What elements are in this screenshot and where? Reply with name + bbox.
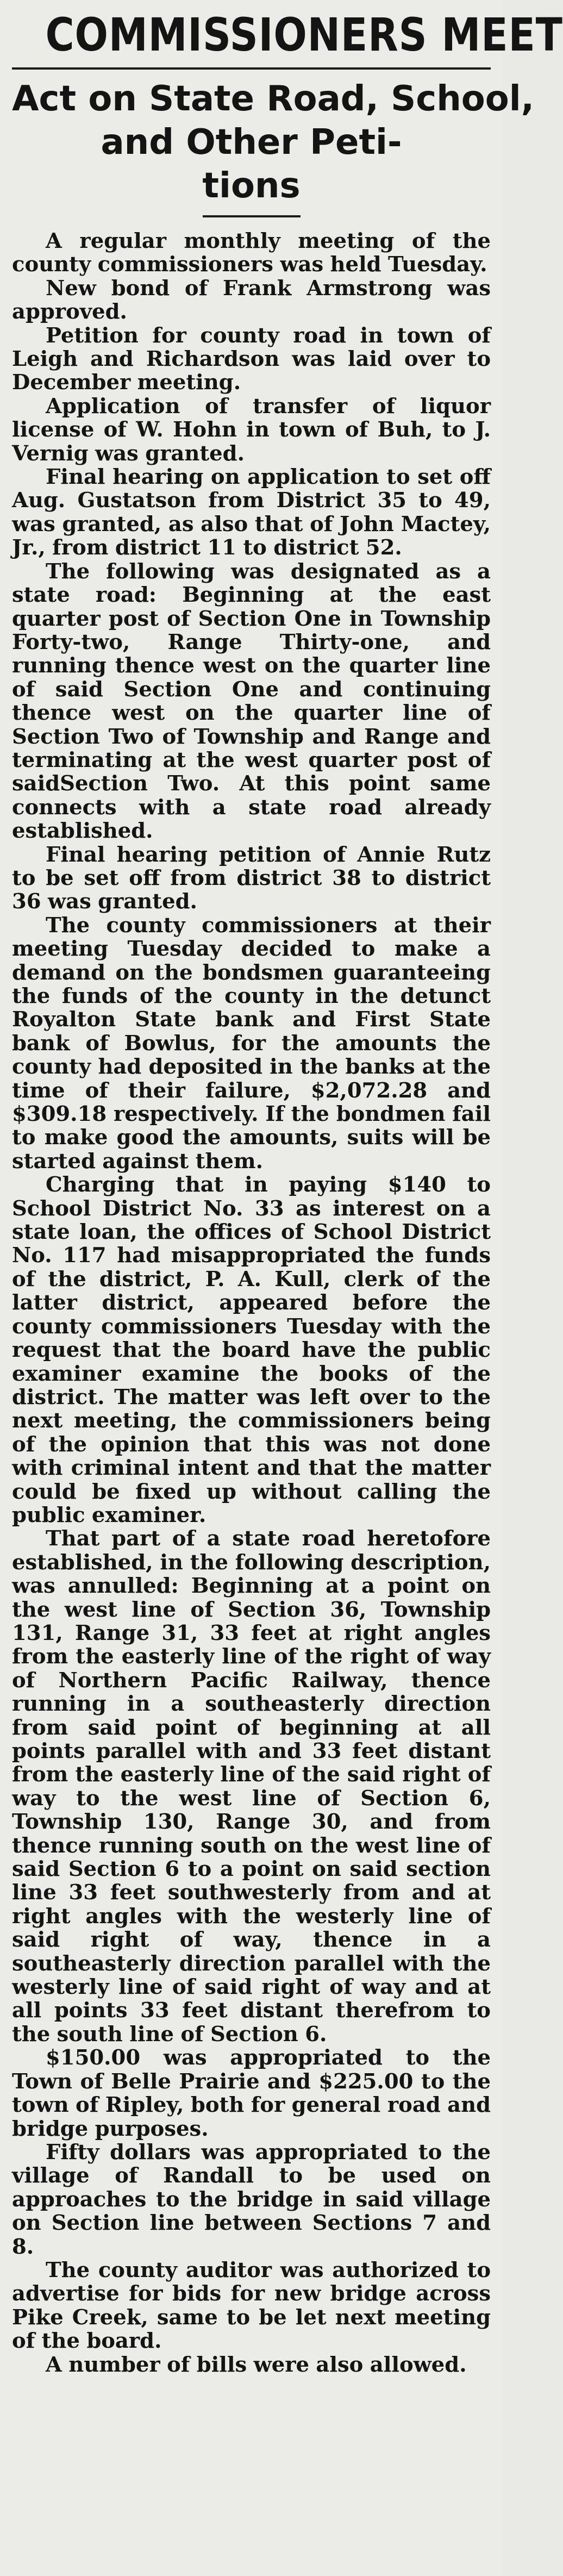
paragraph: A regular monthly meeting of the county commissioners was held Tuesday. bbox=[12, 229, 491, 277]
paragraph: Final hearing on application to set off Aug. Gustatson from District 35 to 49, was granted, as also that of John Mactey, Jr., from district 11 to district 52. bbox=[12, 465, 491, 560]
paragraph: Petition for county road in town of Leigh and Richardson was laid over to December meeting. bbox=[12, 323, 491, 395]
subhead-line: tions bbox=[202, 166, 301, 206]
subhead-line: and Other Peti- bbox=[101, 122, 402, 163]
headline: COMMISSIONERS MEET bbox=[45, 8, 563, 61]
paragraph: A number of bills were also allowed. bbox=[46, 2352, 467, 2377]
subhead-rule bbox=[203, 215, 301, 217]
paragraph: The county auditor was authorized to advertise for bids for new bridge across Pike Creek, same to be let next meeting of the board. bbox=[12, 2257, 491, 2354]
paragraph: $150.00 was appropriated to the Town of Belle Prairie and $225.00 to the town of Ripley, both for general road and bridge purposes. bbox=[12, 2045, 491, 2141]
subhead bbox=[12, 77, 534, 208]
paragraph: Fifty dollars was appropriated to the village of Randall to be used on approaches to the bridge in said village on Section line between Sections 7 and 8. bbox=[12, 2140, 491, 2259]
paragraph: The following was designated as a state road: Beginning at the east quarter post of Section One in Township Forty-two, Range Thirty-one, and running thence west on the quarter line of said Section One and continuing thence west on the quarter line of Section Two of Township and Range and terminating at the west quarter post of saidSection Two. At this point same connects with a state road already established. bbox=[12, 559, 491, 844]
article-body bbox=[12, 229, 491, 2377]
paragraph: New bond of Frank Armstrong was approved. bbox=[12, 276, 491, 325]
paragraph: That part of a state road heretofore established, in the following description, was annulled: Beginning at a point on the west line of Section 36, Township 131, Range 31, 33 feet at right angles from the easterly line of the right of way of Northern Pacific Railway, thence running in a southeasterly direction from said point of beginning at all points parallel with and 33 feet distant from the easterly line of the said right of way to the west line of Section 6, Township 130, Range 30, and from thence running south on the west line of said Section 6 to a point on said section line 33 feet southwesterly from and at right angles with the westerly line of said right of way, thence in a southeasterly direction parallel with the westerly line of said right of way and at all points 33 feet distant therefrom to the south line of Section 6. bbox=[12, 1526, 491, 2047]
paragraph: Charging that in paying $140 to School District No. 33 as interest on a state loan, the offices of School District No. 117 had misappropriated the funds of the district, P. A. Kull, clerk of the latter district, appeared before the county commissioners Tuesday with the request that the board have the public examiner examine the books of the district. The matter was left over to the next meeting, the commissioners being of the opinion that this was not done with criminal intent and that the matter could be fixed up without calling the public examiner. bbox=[12, 1172, 491, 1527]
subhead-line: Act on State Road, School, bbox=[12, 79, 534, 119]
paragraph: The county commissioners at their meeting Tuesday decided to make a demand on the bondsmen guaranteeing the funds of the county in the detunct Royalton State bank and First State bank of Bowlus, for the amounts the county had deposited in the banks at the time of their failure, $2,072.28 and $309.18 respectively. If the bondmen fail to make good the amounts, suits will be started against them. bbox=[12, 913, 491, 1174]
headline-rule bbox=[12, 67, 491, 70]
paragraph: Application of transfer of liquor license of W. Hohn in town of Buh, to J. Vernig was granted. bbox=[12, 394, 491, 466]
paragraph: Final hearing petition of Annie Rutz to be set off from district 38 to district 36 was granted. bbox=[12, 842, 491, 914]
